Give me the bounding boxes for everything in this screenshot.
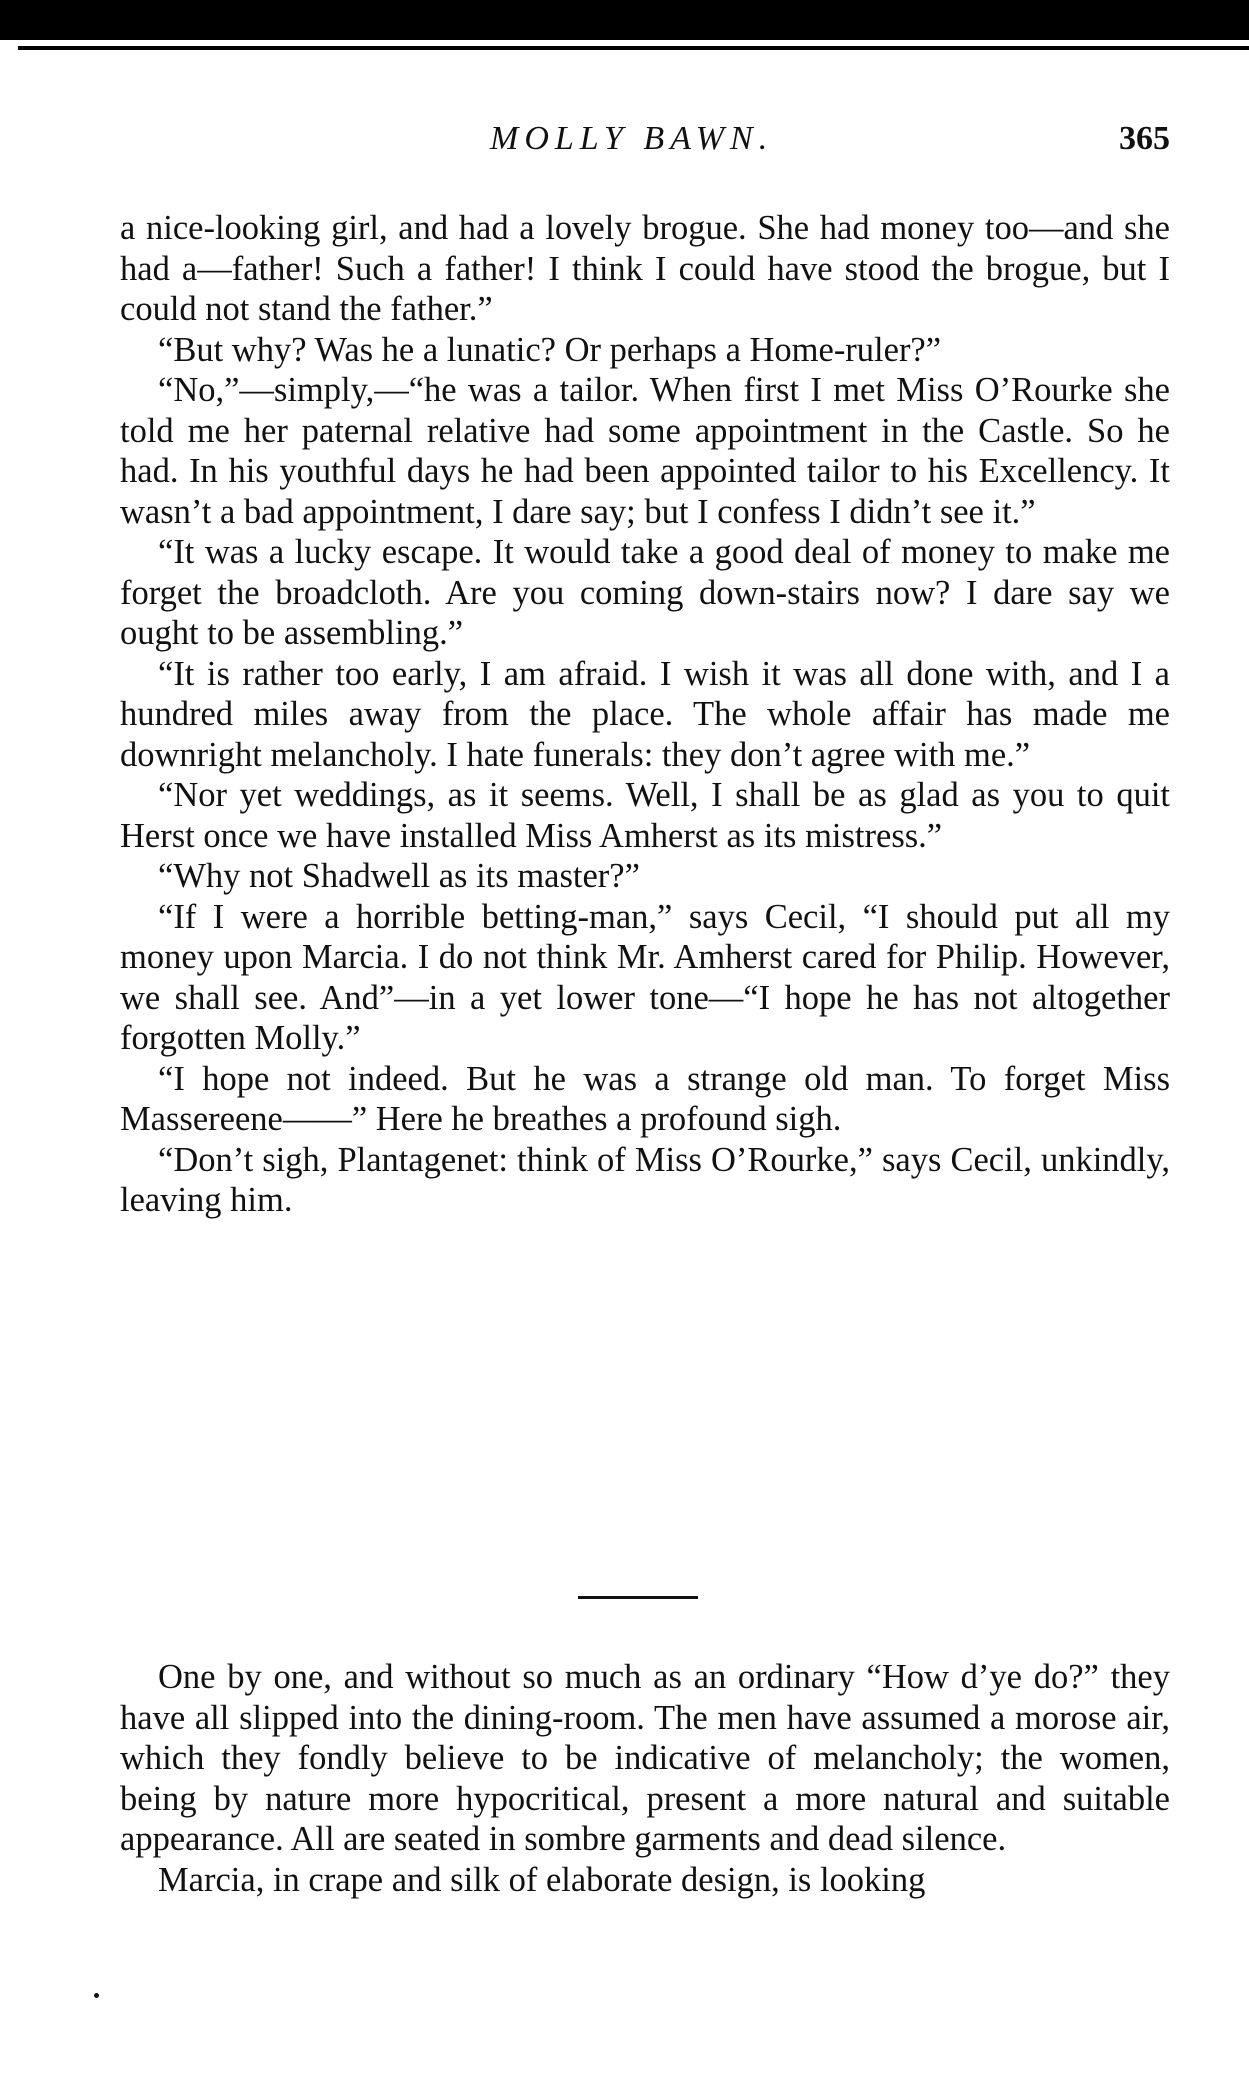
- paragraph: One by one, and without so much as an ordinary “How d’ye do?” they have all slipped into the dining-room. The men have assumed a morose air, which they fondly believe to be indicative of melancholy; the women, being by nature more hypocritical, present a more natural and suitable appearance. All are seated in sombre garments and dead silence.: [120, 1658, 1170, 1858]
- running-title: MOLLY BAWN.: [490, 120, 774, 157]
- paragraph: “Why not Shadwell as its master?”: [158, 857, 640, 895]
- scan-edge-rule: [18, 46, 1249, 50]
- paragraph: “It was a lucky escape. It would take a good deal of money to make me forget the broadcloth. Are you coming down-stairs now? I dare say we ought to be assembling.”: [120, 533, 1170, 652]
- paragraph: “Don’t sigh, Plantagenet: think of Miss O’Rourke,” says Cecil, unkindly, leaving him.: [120, 1140, 1170, 1219]
- text-block-after-break: [120, 1657, 1170, 1900]
- margin-mark: [94, 1993, 99, 1998]
- text-block-before-break: [120, 208, 1170, 1221]
- running-head: [120, 120, 1170, 160]
- paragraph: “I hope not indeed. But he was a strange old man. To forget Miss Massereene——” Here he breathes a profound sigh.: [120, 1059, 1170, 1138]
- paragraph: Marcia, in crape and silk of elaborate design, is looking: [158, 1860, 926, 1899]
- paragraph: “If I were a horrible betting-man,” says Cecil, “I should put all my money upon Marcia. I do not think Mr. Amherst cared for Philip. However, we shall see. And”—in a yet lower tone—“I hope he has not altogether forgotten Molly.”: [120, 897, 1170, 1057]
- scan-top-bar: [0, 0, 1249, 40]
- page-number: 365: [1119, 120, 1170, 157]
- paragraph: a nice-looking girl, and had a lovely brogue. She had money too—and she had a—father! Such a father! I think I could have stood the brogue, but I could not stand the father.”: [120, 209, 1170, 328]
- paragraph: “Nor yet weddings, as it seems. Well, I shall be as glad as you to quit Herst once we have installed Miss Amherst as its mistress.”: [120, 776, 1170, 855]
- section-break-rule: [578, 1596, 698, 1599]
- paragraph: “But why? Was he a lunatic? Or perhaps a Home-ruler?”: [158, 330, 942, 369]
- paragraph: “No,”—simply,—“he was a tailor. When first I met Miss O’Rourke she told me her paternal relative had some appointment in the Castle. So he had. In his youthful days he had been appointed tailor to his Excellency. It wasn’t a bad appointment, I dare say; but I confess I didn’t see it.”: [120, 371, 1170, 531]
- paragraph: “It is rather too early, I am afraid. I wish it was all done with, and I a hundred miles away from the place. The whole affair has made me downright melancholy. I hate funerals: they don’t agree with me.”: [120, 654, 1170, 774]
